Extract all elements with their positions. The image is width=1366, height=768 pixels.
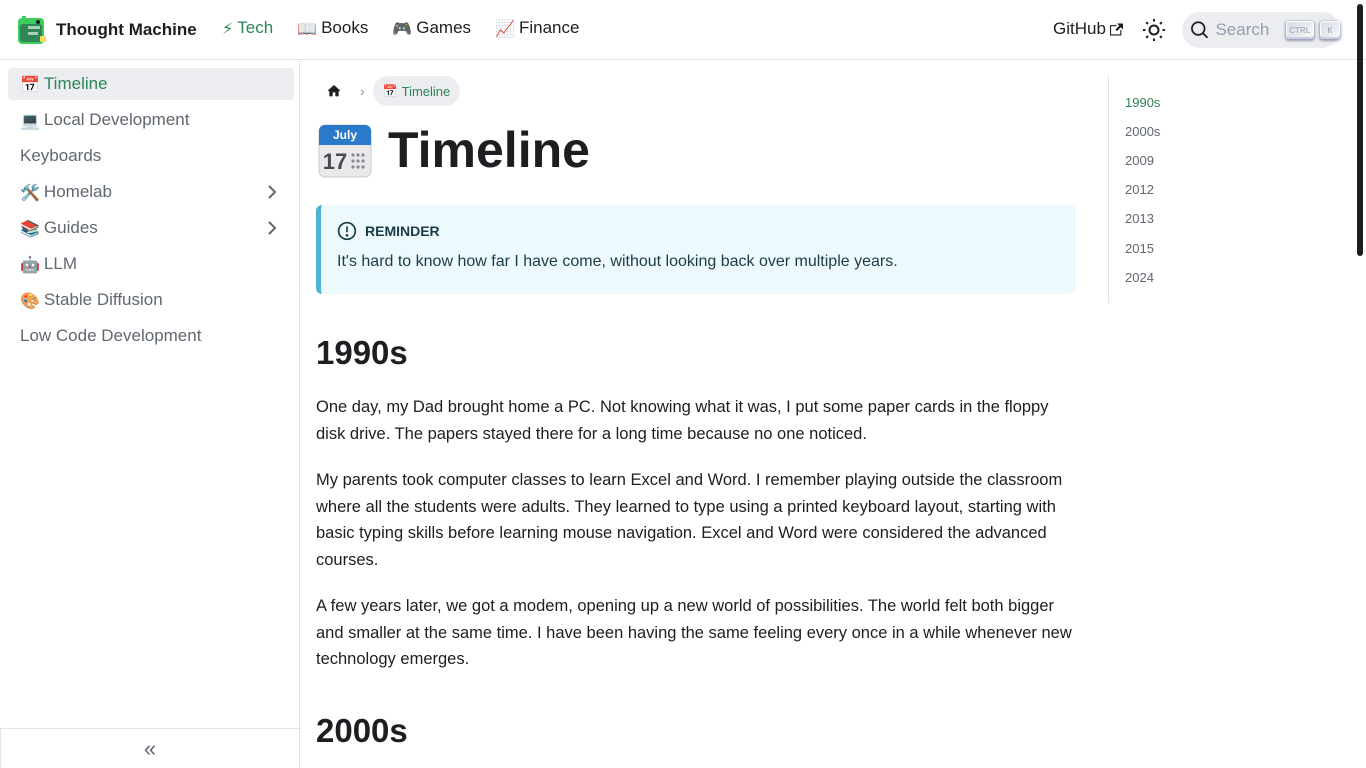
breadcrumb-home[interactable] — [316, 76, 352, 106]
page-title — [316, 121, 590, 179]
toc-item-2024[interactable]: 2024 — [1125, 270, 1154, 285]
sidebar-item-keyboards[interactable] — [8, 140, 294, 172]
reminder-admonition — [316, 205, 1076, 294]
paragraph-2: My parents took computer classes to learn Excel and Word. I remember playing outside the classroom where all the students were adults. They learned to type using a printed keyboard layout, starting with basic typing skills before learning mouse navigation. Excel and Word were considered the advanced courses. — [316, 471, 1063, 569]
breadcrumb-current — [373, 76, 461, 106]
external-link-icon — [1110, 23, 1123, 36]
laptop-icon: 💻 — [20, 110, 40, 130]
toc-item-2012[interactable]: 2012 — [1125, 182, 1154, 197]
github-label: GitHub — [1053, 19, 1106, 38]
sidebar-item-guides[interactable] — [8, 212, 294, 244]
nav-link-finance[interactable] — [495, 18, 579, 38]
nav-link-tech[interactable] — [222, 18, 273, 38]
brand-link[interactable] — [16, 14, 197, 46]
brand-title: Thought Machine — [56, 20, 197, 39]
paragraph-1: One day, my Dad brought home a PC. Not knowing what it was, I put some paper cards in the floppy disk drive. The papers stayed there for a long time because no one noticed. — [316, 398, 1049, 443]
nav-link-books[interactable] — [297, 18, 368, 38]
toc-item-2013[interactable]: 2013 — [1125, 211, 1154, 226]
palette-icon: 🎨 — [20, 290, 40, 310]
page-scrollbar[interactable] — [1357, 4, 1363, 256]
nav-link-label: Tech — [237, 18, 274, 37]
toc-item-2000s[interactable]: 2000s — [1125, 124, 1161, 139]
breadcrumb-separator-icon: › — [360, 83, 365, 99]
sidebar-item-label: Guides — [43, 218, 98, 237]
double-chevron-left-icon: « — [143, 735, 157, 761]
sidebar-item-timeline[interactable] — [8, 68, 294, 100]
page-title-text: Timeline — [388, 122, 590, 178]
sidebar-item-label: Timeline — [43, 74, 108, 93]
breadcrumb-current-label: Timeline — [401, 83, 451, 99]
search-placeholder: Search — [1215, 20, 1270, 39]
nav-link-label: Games — [416, 18, 472, 37]
sidebar — [0, 61, 300, 768]
sun-icon — [1142, 18, 1166, 42]
books-icon: 📚 — [20, 218, 40, 238]
robot-icon: 🤖 — [20, 254, 40, 274]
calendar-icon — [316, 121, 374, 179]
paragraph-3: A few years later, we got a modem, opening up a new world of possibilities. The world felt both bigger and smaller at the same time. I have been having the same feeling every once in a while whenever new technology emerges. — [316, 597, 1072, 668]
lightning-icon: ⚡ — [222, 18, 234, 38]
sidebar-item-local-development[interactable] — [8, 104, 294, 136]
main-nav — [222, 18, 579, 38]
github-link[interactable] — [1053, 19, 1123, 39]
toc-item-2015[interactable]: 2015 — [1125, 241, 1154, 256]
kbd-ctrl: CTRL — [1286, 21, 1314, 39]
home-icon — [326, 83, 342, 99]
sidebar-item-low-code-development[interactable] — [8, 320, 294, 352]
chart-increasing-icon: 📈 — [495, 18, 515, 38]
sidebar-item-homelab[interactable] — [8, 176, 294, 208]
dinosaur-logo-icon — [16, 14, 48, 46]
section-heading-2000s: 2000s — [316, 712, 408, 749]
nav-link-label: Books — [321, 18, 369, 37]
sidebar-item-stable-diffusion[interactable] — [8, 284, 294, 316]
breadcrumb — [316, 76, 460, 106]
admonition-heading — [337, 221, 1060, 241]
calendar-month: July — [332, 128, 358, 142]
sidebar-item-label: Keyboards — [20, 146, 102, 165]
sidebar-item-label: Local Development — [43, 110, 190, 129]
search-button[interactable] — [1182, 12, 1340, 48]
calendar-icon: 📅 — [382, 84, 398, 98]
hammer-wrench-icon: 🛠️ — [20, 182, 40, 202]
exclamation-circle-icon — [337, 221, 357, 241]
toc-item-2009[interactable]: 2009 — [1125, 153, 1154, 168]
chevron-right-icon[interactable] — [264, 220, 280, 236]
admonition-text: It's hard to know how far I have come, without looking back over multiple years. — [337, 253, 898, 270]
sidebar-item-label: Homelab — [43, 182, 112, 201]
toc-item-1990s[interactable]: 1990s — [1125, 95, 1161, 110]
sidebar-item-label: Stable Diffusion — [43, 290, 163, 309]
search-icon — [1190, 20, 1209, 40]
theme-toggle-button[interactable] — [1138, 14, 1170, 46]
calendar-day: 17 — [322, 149, 348, 174]
kbd-k: K — [1320, 21, 1340, 39]
chevron-right-icon[interactable] — [264, 184, 280, 200]
nav-link-games[interactable] — [392, 18, 471, 38]
nav-link-label: Finance — [518, 18, 580, 37]
book-icon: 📖 — [297, 18, 318, 38]
admonition-label: REMINDER — [365, 223, 440, 239]
calendar-icon: 📅 — [20, 74, 40, 94]
navbar — [0, 0, 1366, 60]
collapse-sidebar-button[interactable] — [0, 728, 299, 768]
section-heading-1990s: 1990s — [316, 334, 408, 371]
sidebar-item-label: LLM — [43, 254, 77, 273]
sidebar-item-label: Low Code Development — [20, 326, 202, 345]
game-controller-icon: 🎮 — [392, 18, 413, 38]
table-of-contents — [1108, 76, 1328, 303]
sidebar-item-llm[interactable] — [8, 248, 294, 280]
